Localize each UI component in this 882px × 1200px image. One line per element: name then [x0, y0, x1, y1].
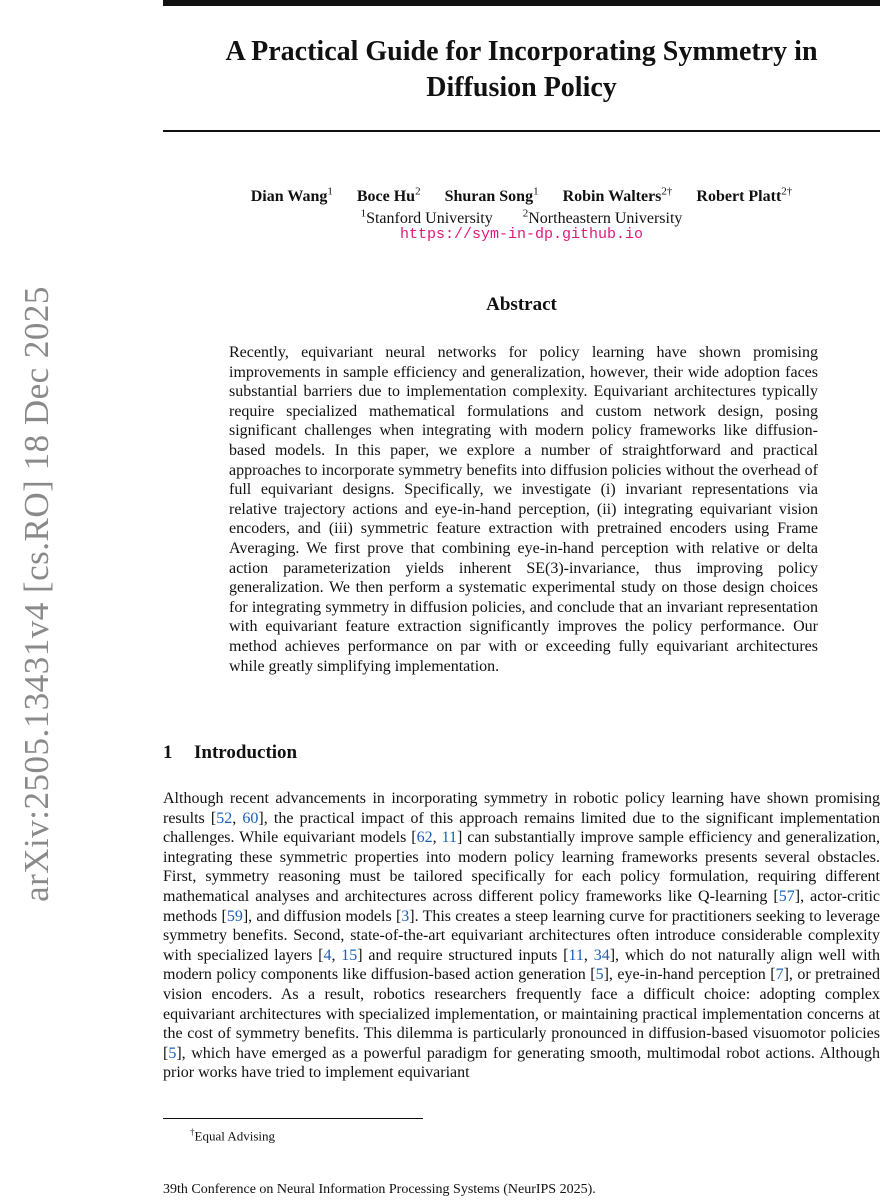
author: Dian Wang$^1$	[250, 186, 333, 206]
citation-link[interactable]: 52	[216, 809, 233, 827]
author: Shuran Song$^1$	[444, 186, 539, 206]
title-line-2: Diffusion Policy	[426, 72, 617, 103]
section-title: Introduction	[194, 742, 298, 763]
affiliation: $^1$Stanford University	[360, 208, 493, 228]
citation-link[interactable]: 5	[595, 966, 604, 984]
arxiv-watermark: arXiv:2505.13431v4 [cs.RO] 18 Dec 2025	[17, 286, 56, 902]
top-rule	[163, 0, 880, 6]
citation-link[interactable]: 34	[593, 946, 610, 964]
conference-footer: 39th Conference on Neural Information Processing Systems (NeurIPS 2025).	[163, 1182, 596, 1197]
citation-link[interactable]: 5	[168, 1044, 177, 1062]
citation-link[interactable]: 62	[416, 829, 433, 847]
citation-link[interactable]: 11	[568, 946, 584, 964]
introduction-paragraph: Although recent advancements in incorporating symmetry in robotic policy learning have shown promising results [52, 60], the practical impact of this approach remains limited due to the significant implementation challenges. While equivariant models [62, 11] can substantially improve sample efficiency and generalization, integrating these symmetric properties into modern policy learning frameworks presents several obstacles. First, symmetry reasoning must be tailored specifically for each policy formulation, requiring different mathematical analyses and architectures across different policy frameworks like Q-learning [57], actor-critic methods [59], and diffusion models [3]. This creates a steep learning curve for practitioners seeking to leverage symmetry benefits. Second, state-of-the-art equivariant architectures often introduce considerable complexity with specialized layers [4, 15] and require structured inputs [11, 34], which do not naturally align well with modern policy components like diffusion-based action generation [5], eye-in-hand perception [7], or pretrained vision encoders. As a result, robotics researchers frequently face a difficult choice: adopting complex equivariant architectures with specialized implementation, or maintaining practical implementation concerns at the cost of symmetry benefits. This dilemma is particularly pronounced in diffusion-based visuomotor policies [5], which have emerged as a powerful paradigm for generating smooth, multimodal robot actions. Although prior works have tried to implement equivariant	[163, 790, 881, 1082]
section-heading	[163, 742, 297, 764]
citation-link[interactable]: 3	[401, 907, 410, 925]
author: Boce Hu$^2$	[356, 186, 421, 206]
title-rule	[163, 130, 880, 132]
abstract-body: Recently, equivariant neural networks for policy learning have shown promising improvements in sample efficiency and generalization, however, their wide adoption faces substantial barriers due to implementation complexity. Equivariant architectures typically require specialized mathematical formulations and custom network design, posing significant challenges when integrating with modern policy frameworks like diffusion-based models. In this paper, we explore a number of straightforward and practical approaches to incorporate symmetry benefits into diffusion policies without the overhead of full equivariant designs. Specifically, we investigate (i) invariant representations via relative trajectory actions and eye-in-hand perception, (ii) integrating equivariant vision encoders, and (iii) symmetric feature extraction with pretrained encoders using Frame Averaging. We first prove that combining eye-in-hand perception with relative or delta action parameterization yields inherent SE(3)-invariance, thus improving policy generalization. We then perform a systematic experimental study on those design choices for integrating symmetry in diffusion policies, and conclude that an invariant representation with equivariant feature extraction significantly improves the policy performance. Our method achieves performance on par with or exceeding fully equivariant architectures while greatly simplifying implementation.	[229, 344, 818, 675]
citation-link[interactable]: 15	[341, 946, 358, 964]
footnote-rule	[163, 1118, 423, 1119]
footnote: †Equal Advising	[190, 1127, 276, 1144]
author: Robin Walters$^{2\dagger}$	[562, 186, 673, 206]
abstract-heading: Abstract	[486, 294, 557, 315]
citation-link[interactable]: 60	[242, 809, 259, 827]
paper-title	[163, 34, 880, 106]
citation-link[interactable]: 11	[441, 829, 457, 847]
affiliation: $^2$Northeastern University	[522, 208, 683, 228]
citation-link[interactable]: 59	[226, 907, 243, 925]
author: Robert Platt$^{2\dagger}$	[696, 186, 793, 206]
title-line-1: A Practical Guide for Incorporating Symmetry in	[225, 36, 818, 67]
citation-link[interactable]: 4	[323, 946, 332, 964]
citation-link[interactable]: 57	[778, 887, 795, 905]
section-number: 1	[163, 742, 173, 763]
citation-link[interactable]: 7	[775, 966, 784, 984]
project-url-link[interactable]: https://sym-in-dp.github.io	[399, 226, 644, 243]
